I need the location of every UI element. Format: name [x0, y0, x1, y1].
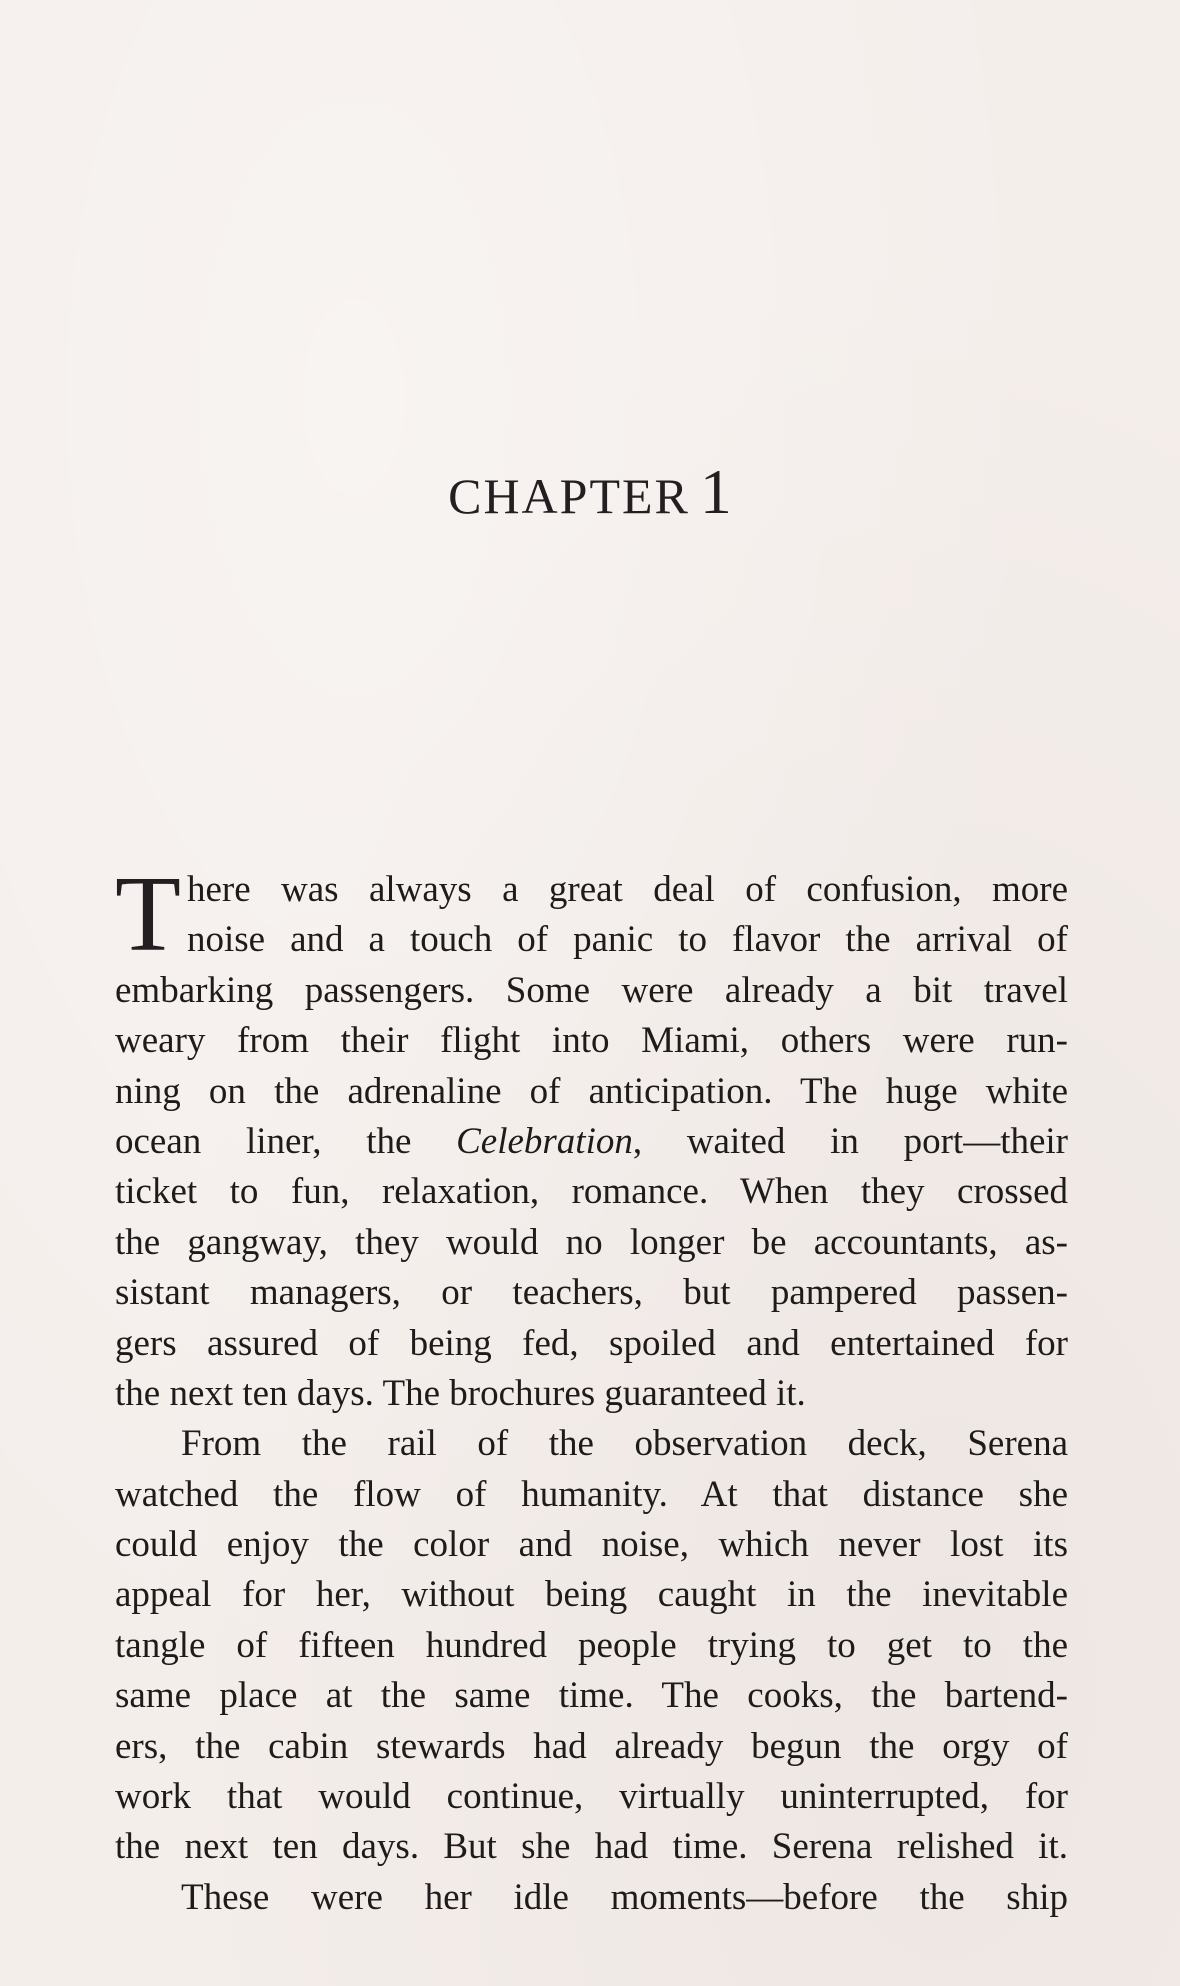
text-line: same place at the same time. The cooks, the bartend- [115, 1675, 1068, 1717]
text-line: gers assured of being fed, spoiled and entertained for [115, 1322, 1068, 1364]
text-line: could enjoy the color and noise, which never lost its [115, 1524, 1068, 1566]
chapter-body-text [115, 865, 1068, 1923]
text-line: From the rail of the observation deck, Serena [181, 1423, 1068, 1465]
text-line: tangle of fifteen hundred people trying to get to the [115, 1624, 1068, 1666]
text-line: here was always a great deal of confusion, more [186, 869, 1068, 910]
text-line: noise and a touch of panic to flavor the arrival of [186, 919, 1068, 961]
opening-paragraph-start [115, 865, 1068, 966]
text-line: the next ten days. But she had time. Serena relished it. [115, 1826, 1068, 1868]
chapter-label: CHAPTER [448, 468, 690, 524]
text-line: work that would continue, virtually uninterrupted, for [115, 1776, 1068, 1818]
text-line: ticket to fun, relaxation, romance. When they crossed [115, 1171, 1068, 1213]
text-segment: , waited in port—their [632, 1120, 1068, 1162]
drop-cap: T [115, 865, 181, 966]
text-line: embarking passengers. Some were already a bit travel [115, 969, 1068, 1011]
text-line: ers, the cabin stewards had already begun the orgy of [115, 1725, 1068, 1767]
text-line: sistant managers, or teachers, but pampered passen- [115, 1272, 1068, 1314]
text-line: the next ten days. The brochures guaranteed it. [115, 1372, 806, 1414]
text-line: These were her idle moments—before the ship [181, 1876, 1068, 1918]
text-line: watched the flow of humanity. At that distance she [115, 1473, 1068, 1515]
text-line: ning on the adrenaline of anticipation. The huge white [115, 1070, 1068, 1112]
chapter-heading [0, 455, 1180, 529]
text-line [115, 1117, 1068, 1167]
text-line: the gangway, they would no longer be accountants, as- [115, 1221, 1068, 1263]
text-segment: ocean liner, the [115, 1120, 457, 1162]
text-line: appeal for her, without being caught in the inevitable [115, 1574, 1068, 1616]
ship-name-italic: Celebration [456, 1120, 633, 1162]
text-line: weary from their flight into Miami, others were run- [115, 1020, 1068, 1062]
chapter-number: 1 [699, 456, 732, 527]
